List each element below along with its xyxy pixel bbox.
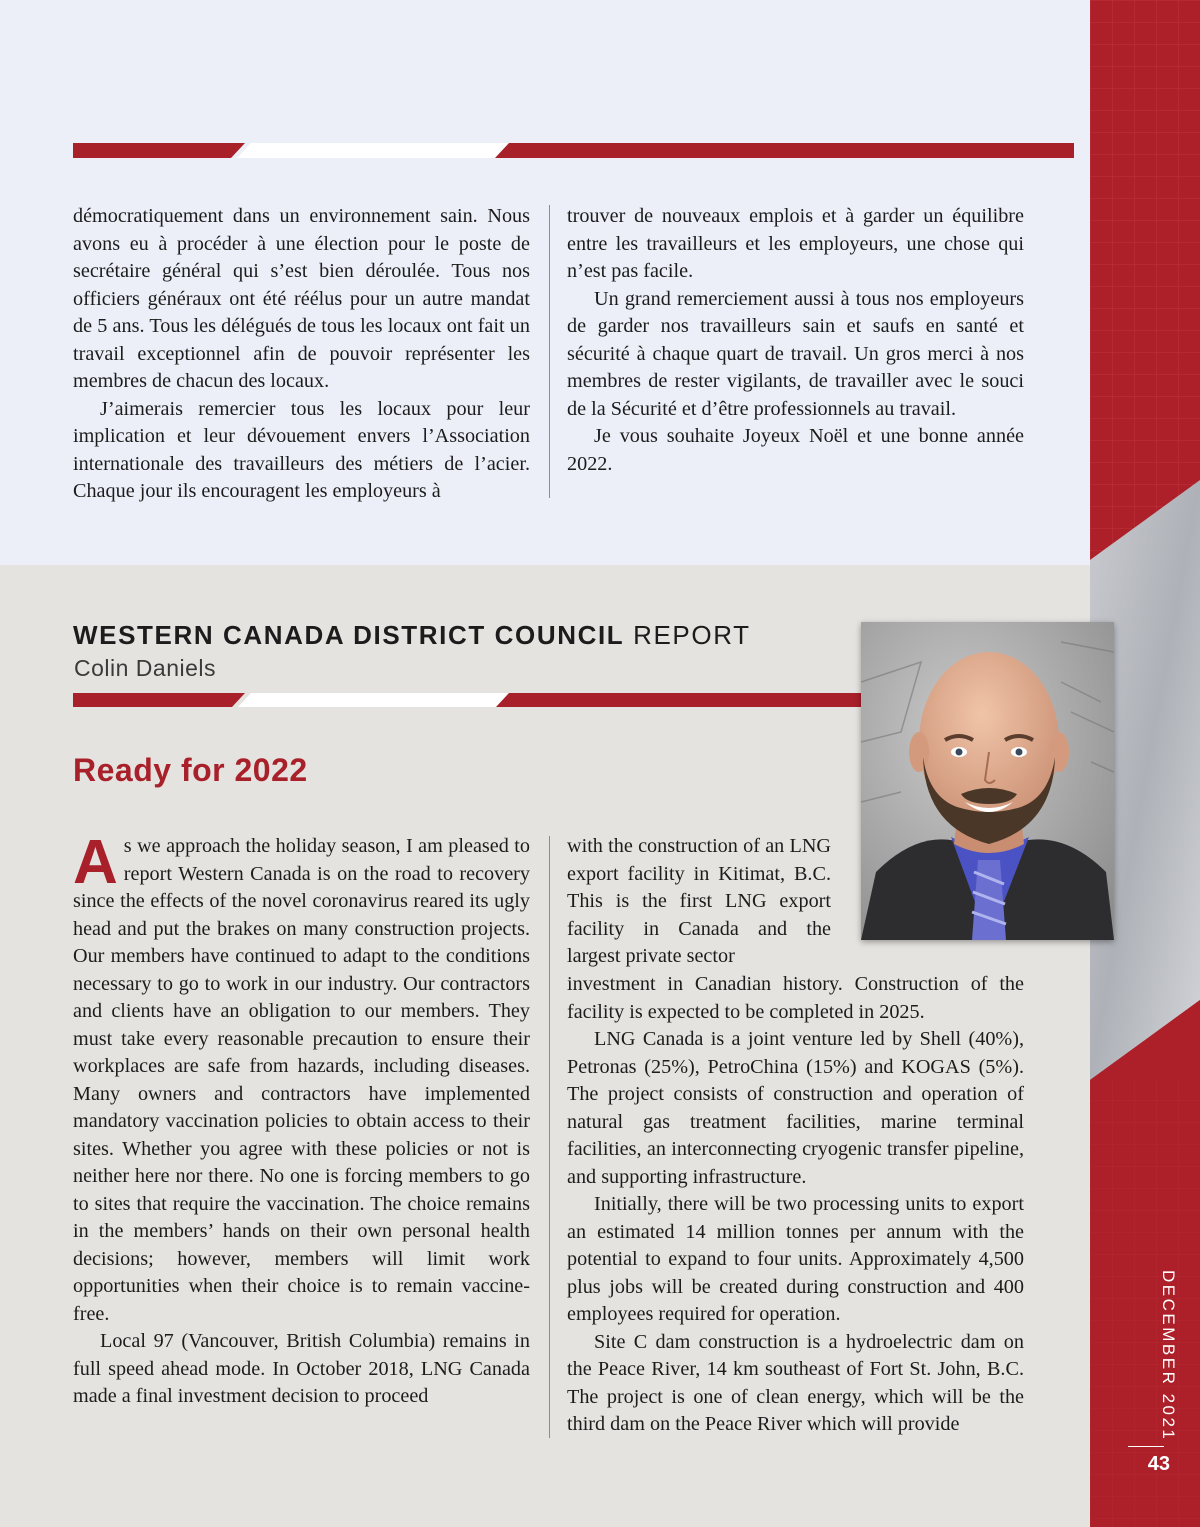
report-paragraph-text: s we approach the holiday season, I am pleased to report Western Canada is on the road to recovery since the effects of the novel coronavirus reared its ugly head and put the brakes on many construction projects. Our members have continued to adapt to the conditions necessary to go to work in our industry. Our contractors and clients have an obligation to our members. They must take every reasonable precaution to ensure their workplaces are safe from hazards, including diseases. Many owners and contractors have implemented mandatory vaccination policies to obtain access to their sites. Whether you agree with these policies or not is neither here nor there. No one is forcing members to go to sites that require the vaccination. The choice remains in the members’ hands on their own personal health decisions; however, members will limit work opportunities when their choice is to remain vaccine-free.	[73, 835, 530, 1325]
french-paragraph: J’aimerais remercier tous les locaux pour leur implication et leur dévouement envers l’Association internationale des travailleurs des métiers de l’acier. Chaque jour ils encouragent les employeurs à	[73, 397, 530, 502]
report-paragraph: with the construction of an LNG export facility in Kitimat, B.C. This is the first LNG export facility in Canada and the largest private sector	[567, 835, 831, 967]
top-red-rule	[73, 143, 1074, 159]
report-red-rule	[73, 693, 861, 709]
report-paragraph: Initially, there will be two processing units to export an estimated 14 million tonnes per annum with the potential to expand to four units. Approximately 4,500 plus jobs will be created during construction and 400 employees required for operation.	[567, 1193, 1024, 1325]
page-number-divider	[1128, 1446, 1164, 1447]
french-paragraph: trouver de nouveaux emplois et à garder un équilibre entre les travailleurs et les employeurs, une chose qui n’est pas facile.	[567, 205, 1024, 282]
author-portrait	[861, 622, 1114, 940]
column-divider	[549, 205, 550, 498]
report-column-1	[73, 828, 530, 1411]
report-paragraph: investment in Canadian history. Construction of the facility is expected to be completed in 2025.	[567, 973, 1024, 1023]
french-paragraph: Un grand remerciement aussi à tous nos employeurs de garder nos travailleurs sain et saufs en santé et sécurité à chaque quart de travail. Un gros merci à nos membres de rester vigilants, de travailler avec le souci de la Sécurité et d’être professionnels au travail.	[567, 287, 1024, 420]
report-paragraph	[73, 828, 530, 1328]
report-paragraph: Local 97 (Vancouver, British Columbia) remains in full speed ahead mode. In October 2018, LNG Canada made a final investment decision to proceed	[73, 1330, 530, 1407]
report-column-2-wrap	[567, 833, 831, 971]
report-column-2	[567, 971, 1024, 1439]
report-title-bold: WESTERN CANADA DISTRICT COUNCIL	[73, 620, 625, 650]
article-headline: Ready for 2022	[73, 752, 308, 788]
page-number: 43	[1147, 1453, 1170, 1475]
report-paragraph: Site C dam construction is a hydroelectric dam on the Peace River, 14 km southeast of Fort St. John, B.C. The project is one of clean energy, which will be the third dam on the Peace River which will provide	[567, 1330, 1024, 1435]
issue-date: DECEMBER 2021	[1159, 1270, 1178, 1442]
report-title	[73, 620, 751, 651]
report-author: Colin Daniels	[74, 655, 217, 681]
drop-cap: A	[73, 828, 118, 897]
french-paragraph: démocratiquement dans un environnement sain. Nous avons eu à procéder à une élection pour le poste de secrétaire général qui s’est bien déroulée. Tous nos officiers généraux ont été réélus pour un autre mandat de 5 ans. Tous les délégués de tous les locaux ont fait un travail exceptionnel afin de pouvoir représenter les membres de chacun des locaux.	[73, 205, 530, 392]
french-column-2	[567, 203, 1024, 478]
report-paragraph: LNG Canada is a joint venture led by Shell (40%), Petronas (25%), PetroChina (15%) and KOGAS (5%). The project consists of construction and operation of natural gas treatment facilities, marine terminal facilities, an interconnecting cryogenic transfer pipeline, and supporting infrastructure.	[567, 1028, 1024, 1188]
report-title-light: REPORT	[633, 620, 751, 650]
column-divider	[549, 836, 550, 1438]
french-paragraph: Je vous souhaite Joyeux Noël et une bonne année 2022.	[567, 425, 1024, 475]
french-column-1	[73, 203, 530, 506]
